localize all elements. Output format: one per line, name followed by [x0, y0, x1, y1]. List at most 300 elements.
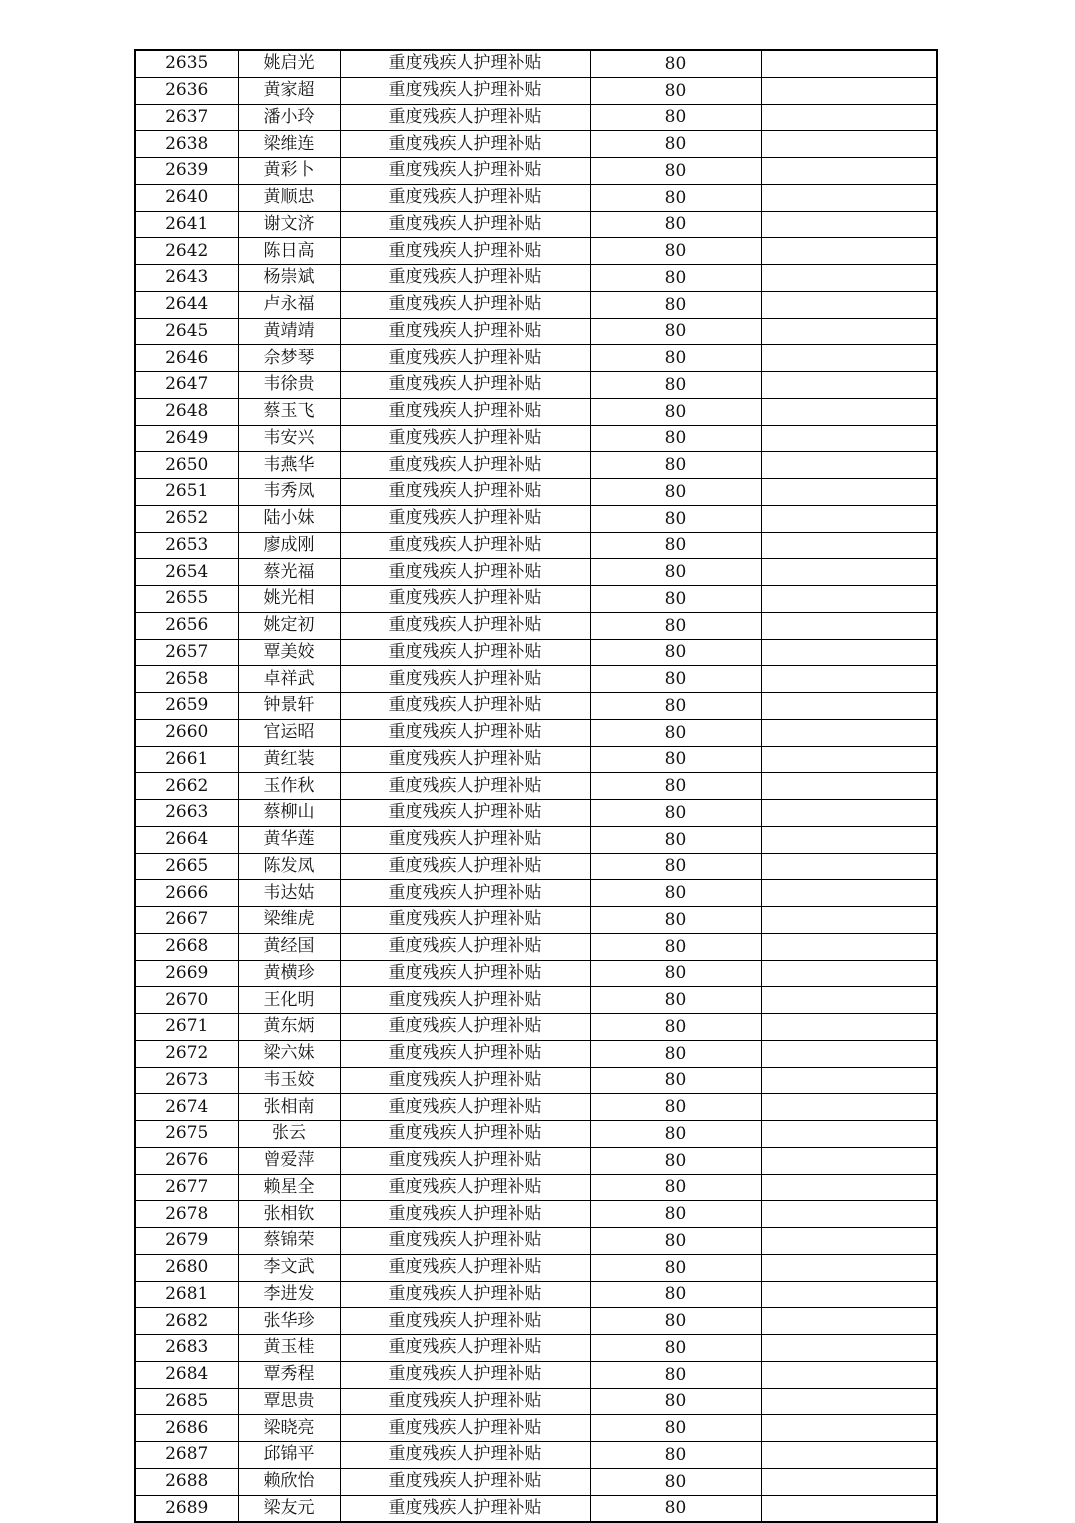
note-cell — [761, 1040, 937, 1067]
amount-cell: 80 — [590, 345, 761, 372]
table-row — [135, 1388, 937, 1415]
row-number-cell: 2684 — [135, 1361, 238, 1388]
table-row — [135, 1094, 937, 1121]
subsidy-item-cell: 重度残疾人护理补贴 — [340, 1495, 590, 1522]
table-row — [135, 1335, 937, 1362]
amount-cell: 80 — [590, 77, 761, 104]
recipient-name-cell: 覃思贵 — [238, 1388, 340, 1415]
recipient-name-cell: 谢文济 — [238, 211, 340, 238]
subsidy-item-cell: 重度残疾人护理补贴 — [340, 800, 590, 827]
subsidy-item-cell: 重度残疾人护理补贴 — [340, 666, 590, 693]
amount-cell: 80 — [590, 1495, 761, 1522]
amount-cell: 80 — [590, 1147, 761, 1174]
recipient-name-cell: 梁维连 — [238, 131, 340, 158]
note-cell — [761, 291, 937, 318]
amount-cell: 80 — [590, 1335, 761, 1362]
row-number-cell: 2674 — [135, 1094, 238, 1121]
table-row — [135, 612, 937, 639]
row-number-cell: 2653 — [135, 532, 238, 559]
note-cell — [761, 639, 937, 666]
note-cell — [761, 933, 937, 960]
subsidy-item-cell: 重度残疾人护理补贴 — [340, 158, 590, 185]
amount-cell: 80 — [590, 184, 761, 211]
note-cell — [761, 452, 937, 479]
amount-cell: 80 — [590, 746, 761, 773]
subsidy-item-cell: 重度残疾人护理补贴 — [340, 853, 590, 880]
recipient-name-cell: 佘梦琴 — [238, 345, 340, 372]
table-row — [135, 372, 937, 399]
row-number-cell: 2667 — [135, 907, 238, 934]
subsidy-item-cell: 重度残疾人护理补贴 — [340, 1388, 590, 1415]
subsidy-item-cell: 重度残疾人护理补贴 — [340, 77, 590, 104]
recipient-name-cell: 姚定初 — [238, 612, 340, 639]
table-row — [135, 532, 937, 559]
note-cell — [761, 1308, 937, 1335]
note-cell — [761, 1094, 937, 1121]
note-cell — [761, 1067, 937, 1094]
subsidy-item-cell: 重度残疾人护理补贴 — [340, 1121, 590, 1148]
row-number-cell: 2656 — [135, 612, 238, 639]
note-cell — [761, 1174, 937, 1201]
row-number-cell: 2662 — [135, 773, 238, 800]
recipient-name-cell: 李进发 — [238, 1281, 340, 1308]
note-cell — [761, 960, 937, 987]
subsidy-item-cell: 重度残疾人护理补贴 — [340, 933, 590, 960]
table-row — [135, 746, 937, 773]
table-row — [135, 1254, 937, 1281]
note-cell — [761, 1415, 937, 1442]
row-number-cell: 2666 — [135, 880, 238, 907]
recipient-name-cell: 王化明 — [238, 987, 340, 1014]
subsidy-item-cell: 重度残疾人护理补贴 — [340, 1014, 590, 1041]
note-cell — [761, 1121, 937, 1148]
row-number-cell: 2670 — [135, 987, 238, 1014]
note-cell — [761, 345, 937, 372]
table-row — [135, 158, 937, 185]
recipient-name-cell: 梁晓亮 — [238, 1415, 340, 1442]
table-row — [135, 211, 937, 238]
subsidy-item-cell: 重度残疾人护理补贴 — [340, 104, 590, 131]
note-cell — [761, 372, 937, 399]
note-cell — [761, 880, 937, 907]
row-number-cell: 2648 — [135, 398, 238, 425]
row-number-cell: 2678 — [135, 1201, 238, 1228]
row-number-cell: 2663 — [135, 800, 238, 827]
note-cell — [761, 1281, 937, 1308]
recipient-name-cell: 韦达姑 — [238, 880, 340, 907]
amount-cell: 80 — [590, 1442, 761, 1469]
row-number-cell: 2640 — [135, 184, 238, 211]
recipient-name-cell: 梁六妹 — [238, 1040, 340, 1067]
subsidy-item-cell: 重度残疾人护理补贴 — [340, 1335, 590, 1362]
table-row — [135, 1174, 937, 1201]
note-cell — [761, 505, 937, 532]
subsidy-item-cell: 重度残疾人护理补贴 — [340, 773, 590, 800]
recipient-name-cell: 钟景轩 — [238, 693, 340, 720]
amount-cell: 80 — [590, 1094, 761, 1121]
table-row — [135, 800, 937, 827]
amount-cell: 80 — [590, 104, 761, 131]
amount-cell: 80 — [590, 933, 761, 960]
note-cell — [761, 719, 937, 746]
table-row — [135, 398, 937, 425]
table-row — [135, 505, 937, 532]
recipient-name-cell: 姚光相 — [238, 586, 340, 613]
note-cell — [761, 238, 937, 265]
row-number-cell: 2651 — [135, 479, 238, 506]
recipient-name-cell: 张相钦 — [238, 1201, 340, 1228]
recipient-name-cell: 官运昭 — [238, 719, 340, 746]
table-row — [135, 291, 937, 318]
amount-cell: 80 — [590, 425, 761, 452]
note-cell — [761, 693, 937, 720]
amount-cell: 80 — [590, 1174, 761, 1201]
amount-cell: 80 — [590, 1468, 761, 1495]
note-cell — [761, 265, 937, 292]
table-row — [135, 1308, 937, 1335]
table-body — [135, 50, 937, 1522]
note-cell — [761, 318, 937, 345]
subsidy-item-cell: 重度残疾人护理补贴 — [340, 586, 590, 613]
amount-cell: 80 — [590, 265, 761, 292]
subsidy-item-cell: 重度残疾人护理补贴 — [340, 639, 590, 666]
amount-cell: 80 — [590, 960, 761, 987]
row-number-cell: 2647 — [135, 372, 238, 399]
table-row — [135, 880, 937, 907]
table-row — [135, 1040, 937, 1067]
recipient-name-cell: 张相南 — [238, 1094, 340, 1121]
table-row — [135, 1468, 937, 1495]
row-number-cell: 2661 — [135, 746, 238, 773]
subsidy-item-cell: 重度残疾人护理补贴 — [340, 1415, 590, 1442]
subsidy-item-cell: 重度残疾人护理补贴 — [340, 50, 590, 77]
amount-cell: 80 — [590, 479, 761, 506]
note-cell — [761, 746, 937, 773]
subsidy-item-cell: 重度残疾人护理补贴 — [340, 532, 590, 559]
note-cell — [761, 1495, 937, 1522]
recipient-name-cell: 邱锦平 — [238, 1442, 340, 1469]
subsidy-item-cell: 重度残疾人护理补贴 — [340, 1201, 590, 1228]
recipient-name-cell: 蔡玉飞 — [238, 398, 340, 425]
recipient-name-cell: 李文武 — [238, 1254, 340, 1281]
recipient-name-cell: 姚启光 — [238, 50, 340, 77]
recipient-name-cell: 赖欣怡 — [238, 1468, 340, 1495]
note-cell — [761, 1361, 937, 1388]
amount-cell: 80 — [590, 211, 761, 238]
subsidy-item-cell: 重度残疾人护理补贴 — [340, 746, 590, 773]
amount-cell: 80 — [590, 612, 761, 639]
amount-cell: 80 — [590, 291, 761, 318]
row-number-cell: 2650 — [135, 452, 238, 479]
table-row — [135, 960, 937, 987]
amount-cell: 80 — [590, 318, 761, 345]
table-row — [135, 77, 937, 104]
amount-cell: 80 — [590, 532, 761, 559]
row-number-cell: 2643 — [135, 265, 238, 292]
note-cell — [761, 1254, 937, 1281]
row-number-cell: 2681 — [135, 1281, 238, 1308]
recipient-name-cell: 黄华莲 — [238, 826, 340, 853]
recipient-name-cell: 蔡锦荣 — [238, 1228, 340, 1255]
subsidy-item-cell: 重度残疾人护理补贴 — [340, 960, 590, 987]
subsidy-item-cell: 重度残疾人护理补贴 — [340, 1442, 590, 1469]
amount-cell: 80 — [590, 1121, 761, 1148]
recipient-name-cell: 卓祥武 — [238, 666, 340, 693]
subsidy-item-cell: 重度残疾人护理补贴 — [340, 693, 590, 720]
row-number-cell: 2665 — [135, 853, 238, 880]
row-number-cell: 2658 — [135, 666, 238, 693]
subsidy-item-cell: 重度残疾人护理补贴 — [340, 505, 590, 532]
amount-cell: 80 — [590, 1014, 761, 1041]
subsidy-item-cell: 重度残疾人护理补贴 — [340, 1067, 590, 1094]
note-cell — [761, 158, 937, 185]
amount-cell: 80 — [590, 505, 761, 532]
row-number-cell: 2644 — [135, 291, 238, 318]
subsidy-item-cell: 重度残疾人护理补贴 — [340, 318, 590, 345]
recipient-name-cell: 韦秀凤 — [238, 479, 340, 506]
table-row — [135, 1067, 937, 1094]
recipient-name-cell: 韦玉姣 — [238, 1067, 340, 1094]
note-cell — [761, 666, 937, 693]
row-number-cell: 2677 — [135, 1174, 238, 1201]
table-row — [135, 131, 937, 158]
subsidy-item-cell: 重度残疾人护理补贴 — [340, 184, 590, 211]
subsidy-item-cell: 重度残疾人护理补贴 — [340, 1281, 590, 1308]
subsidy-item-cell: 重度残疾人护理补贴 — [340, 907, 590, 934]
row-number-cell: 2683 — [135, 1335, 238, 1362]
recipient-name-cell: 张华珍 — [238, 1308, 340, 1335]
note-cell — [761, 211, 937, 238]
recipient-name-cell: 赖星全 — [238, 1174, 340, 1201]
table-row — [135, 586, 937, 613]
subsidy-item-cell: 重度残疾人护理补贴 — [340, 1361, 590, 1388]
table-row — [135, 639, 937, 666]
row-number-cell: 2687 — [135, 1442, 238, 1469]
recipient-name-cell: 张云 — [238, 1121, 340, 1148]
table-row — [135, 238, 937, 265]
recipient-name-cell: 潘小玲 — [238, 104, 340, 131]
recipient-name-cell: 覃秀程 — [238, 1361, 340, 1388]
amount-cell: 80 — [590, 826, 761, 853]
amount-cell: 80 — [590, 238, 761, 265]
recipient-name-cell: 蔡柳山 — [238, 800, 340, 827]
row-number-cell: 2635 — [135, 50, 238, 77]
row-number-cell: 2639 — [135, 158, 238, 185]
note-cell — [761, 184, 937, 211]
recipient-name-cell: 黄靖靖 — [238, 318, 340, 345]
table-row — [135, 265, 937, 292]
note-cell — [761, 907, 937, 934]
recipient-name-cell: 覃美姣 — [238, 639, 340, 666]
table-row — [135, 50, 937, 77]
subsidy-item-cell: 重度残疾人护理补贴 — [340, 612, 590, 639]
row-number-cell: 2641 — [135, 211, 238, 238]
table-row — [135, 1495, 937, 1522]
row-number-cell: 2664 — [135, 826, 238, 853]
row-number-cell: 2646 — [135, 345, 238, 372]
row-number-cell: 2682 — [135, 1308, 238, 1335]
note-cell — [761, 532, 937, 559]
note-cell — [761, 1228, 937, 1255]
row-number-cell: 2671 — [135, 1014, 238, 1041]
recipient-name-cell: 玉作秋 — [238, 773, 340, 800]
note-cell — [761, 1014, 937, 1041]
table-row — [135, 104, 937, 131]
amount-cell: 80 — [590, 131, 761, 158]
amount-cell: 80 — [590, 1415, 761, 1442]
table-row — [135, 693, 937, 720]
table-row — [135, 933, 937, 960]
recipient-name-cell: 韦徐贵 — [238, 372, 340, 399]
amount-cell: 80 — [590, 372, 761, 399]
table-row — [135, 184, 937, 211]
note-cell — [761, 1388, 937, 1415]
subsidy-item-cell: 重度残疾人护理补贴 — [340, 238, 590, 265]
row-number-cell: 2659 — [135, 693, 238, 720]
table-row — [135, 907, 937, 934]
row-number-cell: 2680 — [135, 1254, 238, 1281]
recipient-name-cell: 梁维虎 — [238, 907, 340, 934]
row-number-cell: 2669 — [135, 960, 238, 987]
recipient-name-cell: 黄玉桂 — [238, 1335, 340, 1362]
amount-cell: 80 — [590, 773, 761, 800]
recipient-name-cell: 黄横珍 — [238, 960, 340, 987]
table-row — [135, 1121, 937, 1148]
subsidy-item-cell: 重度残疾人护理补贴 — [340, 291, 590, 318]
amount-cell: 80 — [590, 639, 761, 666]
note-cell — [761, 800, 937, 827]
subsidy-item-cell: 重度残疾人护理补贴 — [340, 1147, 590, 1174]
amount-cell: 80 — [590, 1308, 761, 1335]
table-row — [135, 853, 937, 880]
recipient-name-cell: 陆小妹 — [238, 505, 340, 532]
row-number-cell: 2688 — [135, 1468, 238, 1495]
table-row — [135, 425, 937, 452]
recipient-name-cell: 黄家超 — [238, 77, 340, 104]
row-number-cell: 2673 — [135, 1067, 238, 1094]
recipient-name-cell: 蔡光福 — [238, 559, 340, 586]
subsidy-item-cell: 重度残疾人护理补贴 — [340, 719, 590, 746]
table-row — [135, 1201, 937, 1228]
subsidy-item-cell: 重度残疾人护理补贴 — [340, 1228, 590, 1255]
subsidy-item-cell: 重度残疾人护理补贴 — [340, 1094, 590, 1121]
recipient-name-cell: 梁友元 — [238, 1495, 340, 1522]
table-row — [135, 452, 937, 479]
note-cell — [761, 398, 937, 425]
row-number-cell: 2657 — [135, 639, 238, 666]
subsidy-item-cell: 重度残疾人护理补贴 — [340, 1308, 590, 1335]
amount-cell: 80 — [590, 158, 761, 185]
subsidy-item-cell: 重度残疾人护理补贴 — [340, 211, 590, 238]
subsidy-item-cell: 重度残疾人护理补贴 — [340, 345, 590, 372]
note-cell — [761, 104, 937, 131]
amount-cell: 80 — [590, 666, 761, 693]
amount-cell: 80 — [590, 1281, 761, 1308]
subsidy-item-cell: 重度残疾人护理补贴 — [340, 265, 590, 292]
row-number-cell: 2668 — [135, 933, 238, 960]
row-number-cell: 2676 — [135, 1147, 238, 1174]
recipient-name-cell: 杨崇斌 — [238, 265, 340, 292]
subsidy-item-cell: 重度残疾人护理补贴 — [340, 452, 590, 479]
recipient-name-cell: 黄彩卜 — [238, 158, 340, 185]
subsidy-item-cell: 重度残疾人护理补贴 — [340, 131, 590, 158]
amount-cell: 80 — [590, 853, 761, 880]
note-cell — [761, 612, 937, 639]
subsidy-item-cell: 重度残疾人护理补贴 — [340, 1040, 590, 1067]
note-cell — [761, 77, 937, 104]
table-row — [135, 666, 937, 693]
subsidy-item-cell: 重度残疾人护理补贴 — [340, 880, 590, 907]
subsidy-table — [134, 49, 938, 1523]
amount-cell: 80 — [590, 50, 761, 77]
amount-cell: 80 — [590, 586, 761, 613]
recipient-name-cell: 黄红装 — [238, 746, 340, 773]
recipient-name-cell: 陈日高 — [238, 238, 340, 265]
table-row — [135, 559, 937, 586]
recipient-name-cell: 黄经国 — [238, 933, 340, 960]
note-cell — [761, 853, 937, 880]
amount-cell: 80 — [590, 559, 761, 586]
subsidy-item-cell: 重度残疾人护理补贴 — [340, 479, 590, 506]
table-row — [135, 719, 937, 746]
subsidy-item-cell: 重度残疾人护理补贴 — [340, 987, 590, 1014]
note-cell — [761, 1201, 937, 1228]
row-number-cell: 2655 — [135, 586, 238, 613]
row-number-cell: 2660 — [135, 719, 238, 746]
subsidy-item-cell: 重度残疾人护理补贴 — [340, 826, 590, 853]
row-number-cell: 2649 — [135, 425, 238, 452]
table-row — [135, 479, 937, 506]
amount-cell: 80 — [590, 907, 761, 934]
table-row — [135, 1442, 937, 1469]
table-row — [135, 1228, 937, 1255]
recipient-name-cell: 陈发凤 — [238, 853, 340, 880]
note-cell — [761, 479, 937, 506]
table-row — [135, 318, 937, 345]
amount-cell: 80 — [590, 452, 761, 479]
recipient-name-cell: 韦安兴 — [238, 425, 340, 452]
recipient-name-cell: 韦燕华 — [238, 452, 340, 479]
amount-cell: 80 — [590, 880, 761, 907]
recipient-name-cell: 黄东炳 — [238, 1014, 340, 1041]
note-cell — [761, 131, 937, 158]
subsidy-item-cell: 重度残疾人护理补贴 — [340, 1174, 590, 1201]
note-cell — [761, 559, 937, 586]
table-row — [135, 1281, 937, 1308]
row-number-cell: 2672 — [135, 1040, 238, 1067]
note-cell — [761, 1468, 937, 1495]
note-cell — [761, 987, 937, 1014]
note-cell — [761, 1147, 937, 1174]
note-cell — [761, 50, 937, 77]
note-cell — [761, 1335, 937, 1362]
subsidy-item-cell: 重度残疾人护理补贴 — [340, 398, 590, 425]
note-cell — [761, 425, 937, 452]
row-number-cell: 2636 — [135, 77, 238, 104]
amount-cell: 80 — [590, 1254, 761, 1281]
recipient-name-cell: 黄顺忠 — [238, 184, 340, 211]
amount-cell: 80 — [590, 398, 761, 425]
recipient-name-cell: 廖成刚 — [238, 532, 340, 559]
recipient-name-cell: 曾爱萍 — [238, 1147, 340, 1174]
amount-cell: 80 — [590, 1040, 761, 1067]
amount-cell: 80 — [590, 1201, 761, 1228]
note-cell — [761, 773, 937, 800]
table-row — [135, 345, 937, 372]
amount-cell: 80 — [590, 1361, 761, 1388]
amount-cell: 80 — [590, 800, 761, 827]
subsidy-item-cell: 重度残疾人护理补贴 — [340, 425, 590, 452]
